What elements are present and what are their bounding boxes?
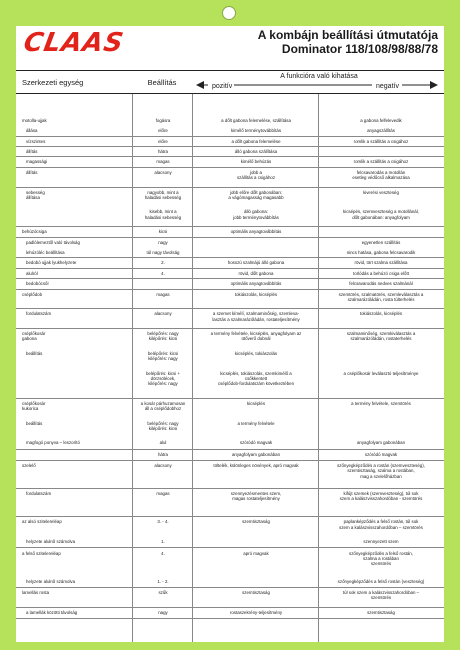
cell-unit: magfogó ponyva – leszorító (26, 440, 80, 446)
table-row (16, 490, 444, 517)
cell-unit: helyzete alulról számolva (26, 539, 76, 545)
cell-unit: lamellás rosta (22, 590, 50, 596)
table-row (16, 589, 444, 608)
cell-setting: magas (156, 159, 170, 165)
title-line-1: A kombájn beállítási útmutatója (257, 28, 438, 42)
column-negative: negatív (376, 83, 399, 90)
cell-unit: az alsó szitelereléap (22, 519, 62, 525)
cell-unit: állítás (26, 169, 38, 175)
title-line-2: Dominator 118/108/98/88/78 (281, 42, 438, 56)
cell-setting: 1. - 2. (157, 578, 169, 584)
cell-positive: kicséplés, tokiászolás, szemkimélő a csőkkentett cséplődob-fordulatszám következtében (217, 370, 295, 386)
table-row (16, 518, 444, 537)
table-row (16, 578, 444, 588)
cell-unit: állítás (26, 149, 38, 155)
cell-positive (194, 249, 318, 250)
cell-positive: hosszú szalmájú álló gabona (227, 260, 285, 266)
cell-setting: alacsony (154, 311, 172, 317)
cell-negative: szemtörés, szalmatörés, szemleválasztás a szalmarázóládán, rosta túlterhelés (338, 291, 424, 302)
cell-positive: anyagfolyam gabonában (231, 451, 281, 457)
cell-unit: behúzócsiga (22, 229, 47, 235)
cell-setting: nagy (158, 239, 168, 245)
cell-positive: jobb előre dőlt gabonában: a vágómagasság magasabb (228, 189, 284, 200)
cell-negative: a termény felvétele, szemtörés (351, 400, 411, 406)
cell-setting: 4. (161, 270, 165, 276)
cell-negative: szennyezett szem (363, 539, 399, 545)
table-row (16, 420, 444, 439)
table-row (16, 228, 444, 237)
table-row (16, 189, 444, 208)
cell-unit: motolla-ujjak (22, 117, 47, 123)
cell-negative: szőnyegképződés a felső rostán (veszteség) (337, 578, 425, 584)
cell-setting: alacsony (154, 169, 172, 175)
cell-negative: romlik a szállítás a csigához (353, 138, 409, 144)
cell-setting: nagyobb, mint a haladási sebesség (144, 189, 182, 200)
cell-positive: apró magvak (243, 550, 269, 556)
cell-negative: kifújt szemek (szemveszteség), túl sok szem a kalászvisszahordóban - szemtörés (339, 491, 423, 502)
table-row (16, 169, 444, 188)
table-row (16, 370, 444, 399)
table-row (16, 138, 444, 147)
cell-positive: a termény felvétele (237, 420, 275, 426)
table-row (16, 249, 444, 258)
cell-negative: szemtisztaság (367, 609, 395, 615)
cell-setting: belépőrés: nagy kilépőrés: kicsi (147, 331, 179, 342)
cell-setting: magas (156, 291, 170, 297)
column-unit: Szerkezeti egység (22, 77, 84, 87)
cell-negative: túl sok szem a kalászvisszahordóban – szemtörés (342, 590, 420, 601)
cell-negative: romlik a szállítás a csigához (353, 159, 409, 165)
cell-negative (320, 350, 442, 351)
table-row (16, 148, 444, 157)
cell-positive: a dőlt gabona felemelése (231, 138, 281, 144)
cell-unit: a felső szitelereléap (22, 550, 61, 556)
cell-positive: optimális anyagtovábbítás (230, 229, 282, 235)
cell-negative: egyenetlen szállítás (361, 239, 401, 245)
cell-negative: felcsavarodás a motollán esetleg védőcső alkalmazása (352, 169, 410, 181)
table-row (16, 280, 444, 289)
cell-setting: előre (158, 138, 168, 144)
table-row (16, 330, 444, 349)
brand-logo: CLAAS (21, 28, 127, 58)
cell-unit: sebesség állítása (26, 189, 45, 200)
cell-unit: magassági (26, 159, 48, 165)
cell-setting: 2. (161, 260, 165, 266)
cell-setting: fogásra (155, 117, 171, 123)
cell-setting: kisebb, mint a haladási sebesség (144, 209, 182, 220)
table-row (16, 259, 444, 268)
cell-positive: rövid, dőlt gabona (238, 270, 274, 276)
table-row (16, 270, 444, 279)
cell-positive (194, 578, 318, 579)
cell-setting: alacsony (154, 463, 172, 469)
cell-positive: álló gabona szállítása (234, 149, 278, 155)
cell-negative: szóródó magvak (364, 451, 398, 457)
cell-setting: szűk (158, 590, 168, 596)
cell-positive: optimális anyagtovábbítás (230, 281, 282, 287)
double-arrow-icon (196, 79, 438, 91)
cell-positive: kimélő behúzás (240, 159, 272, 165)
cell-negative: torlódás a behúzó csiga előtt (353, 270, 409, 276)
table-row (16, 127, 444, 136)
cell-unit: alulról (26, 270, 38, 276)
cell-negative: anyagszállítás (367, 128, 395, 134)
table-row (16, 400, 444, 419)
cell-unit: a lamellák közötti távolság (26, 609, 78, 615)
column-effect: A funkcióra való kihatása (280, 72, 358, 80)
cell-unit: bedobó ujjak lyukhelyzete (26, 260, 77, 266)
cell-negative: rövid, tört szalma szállítása (354, 260, 408, 266)
cell-negative: kiverési veszteség (363, 189, 399, 195)
cell-positive: jobb a szállítás a csigához (236, 169, 276, 181)
cell-setting: túl nagy távolság (146, 249, 180, 255)
cell-unit: fordulatszám (26, 491, 52, 497)
cell-positive: a termény felvétele, kicséplés, anyagfolyam az ütőverő dobnál (210, 331, 302, 342)
settings-sheet (16, 26, 444, 642)
table-row (16, 462, 444, 489)
cell-unit: bedobócsőr (26, 281, 49, 287)
cell-positive: szennyezésmentes szem, magas rostateljesítmény (230, 491, 282, 502)
cell-positive: kicséplés (246, 400, 266, 406)
cell-unit: padlólemeztől való távolság (26, 239, 80, 245)
table-row (16, 451, 444, 461)
cell-negative: tokiászolás, kicséplés (359, 311, 403, 317)
cell-positive: kimélő terménytovábbítás (230, 128, 282, 134)
cell-positive: szóródó magvak (239, 440, 273, 446)
cell-unit (22, 451, 132, 452)
cell-setting: a kosár párhuzamosan áll a cséplődobhoz (140, 400, 186, 411)
cell-setting: 4. (161, 550, 165, 556)
cell-negative: anyagfolyam gabonában (356, 440, 406, 446)
column-positive: pozitív (212, 83, 233, 90)
cell-unit (22, 370, 132, 371)
table-row (16, 350, 444, 369)
cell-positive: szemtisztaság (242, 519, 270, 525)
table-row (16, 208, 444, 227)
header (16, 26, 444, 70)
cell-setting: belépőrés: kicsi + dörzsölécek, kilépőrés: nagy (145, 370, 181, 386)
cell-setting: 1. (161, 539, 165, 545)
cell-setting: nagy (158, 609, 168, 615)
cell-setting: belépőrés: nagy kilépőrés: kicsi (147, 420, 179, 431)
title-block (258, 28, 438, 56)
cell-positive: kicséplés, tokiászolás (234, 350, 278, 356)
table-row (16, 550, 444, 577)
cell-unit: fordulatszám (26, 311, 52, 317)
cell-positive: a dőlt gabona felemelése, szállítása (221, 117, 291, 123)
cell-unit: állása (26, 128, 38, 134)
cell-negative: szalmaminőség, szemkiválasztás a szalmarázóládán, rostaterhelés (346, 331, 416, 342)
cell-setting: hátra (157, 149, 168, 155)
table-row (16, 310, 444, 329)
cell-negative: a cséplőkosár leválasztó teljesítménye (343, 370, 419, 376)
cell-setting: 3. - 4. (157, 519, 169, 525)
table-row (16, 538, 444, 548)
column-setting: Beállítás (147, 77, 177, 87)
cell-unit: cséplődob (22, 291, 43, 297)
cell-unit: helyzete alulról számolva (26, 578, 76, 584)
cell-positive: a szemet kímélí, szalmaminőség, szemleva- lasztás a szalmarázóládán, rostateljesítmény (212, 311, 300, 322)
cell-negative: felcsavarodás nedves szalmánál (349, 281, 413, 287)
cell-negative: szőnyegképződés a rostán (szemveszteség), szemtisztaság, szalma a rostában, mag a szelelőházban (337, 463, 425, 479)
cell-setting: alul (159, 440, 167, 446)
cell-negative: kicsépés, szemveszteség a motollánál, dőlt gabonában: anyagfolyam (343, 209, 419, 220)
cell-unit (22, 208, 132, 209)
column-header (16, 70, 444, 94)
cell-positive: álló gabona: jobb terménytovábbítás (233, 209, 279, 220)
cell-negative: paplanképződés a felső rostán, túl sok szem a kalászvisszahordóban – szemtörés (339, 519, 423, 530)
cell-negative (320, 420, 442, 421)
cell-positive (194, 239, 318, 240)
cell-negative: szőnyegképződés a felső rostán, szalma a rostában szemtörés (349, 550, 413, 566)
table-row (16, 158, 444, 167)
table-row (16, 117, 444, 126)
cell-setting: előre (158, 128, 168, 134)
cell-positive: töltelék, különleges növények, apró magvak (213, 463, 299, 469)
cell-unit: vízszintes (26, 138, 46, 144)
settings-table (16, 94, 444, 642)
cell-unit: cséplőkosár kukorica (22, 400, 46, 411)
cell-negative: a gabona felfelevedik (360, 117, 402, 123)
cell-setting: hátra (157, 451, 168, 457)
cell-negative (320, 228, 442, 229)
cell-positive (194, 538, 318, 539)
cell-positive: szemtisztaság (242, 590, 270, 596)
hanging-hole (222, 6, 236, 20)
cell-positive: tokiászolás, kicséplés (234, 291, 278, 297)
cell-setting: kicsi (158, 229, 168, 235)
table-row (16, 239, 444, 248)
cell-positive: rostaszekrény-teljesítmény (229, 609, 283, 615)
cell-setting (134, 280, 192, 281)
cell-unit: lehúzóléc beállítása (26, 249, 65, 255)
table-row (16, 439, 444, 449)
table-row (16, 609, 444, 619)
cell-unit: cséplőkosár gabona (22, 331, 46, 342)
cell-unit: beállítás (26, 350, 43, 356)
cell-unit: beállítás (26, 420, 43, 426)
cell-negative (320, 148, 442, 149)
cell-unit: szelelő (22, 463, 36, 469)
cell-setting: belépőrés: kicsi kilépőrés: nagy (147, 350, 179, 362)
table-row (16, 291, 444, 310)
cell-setting: magas (156, 491, 170, 497)
cell-negative: nincs hatása, gabona felcsavarodik (346, 249, 416, 255)
